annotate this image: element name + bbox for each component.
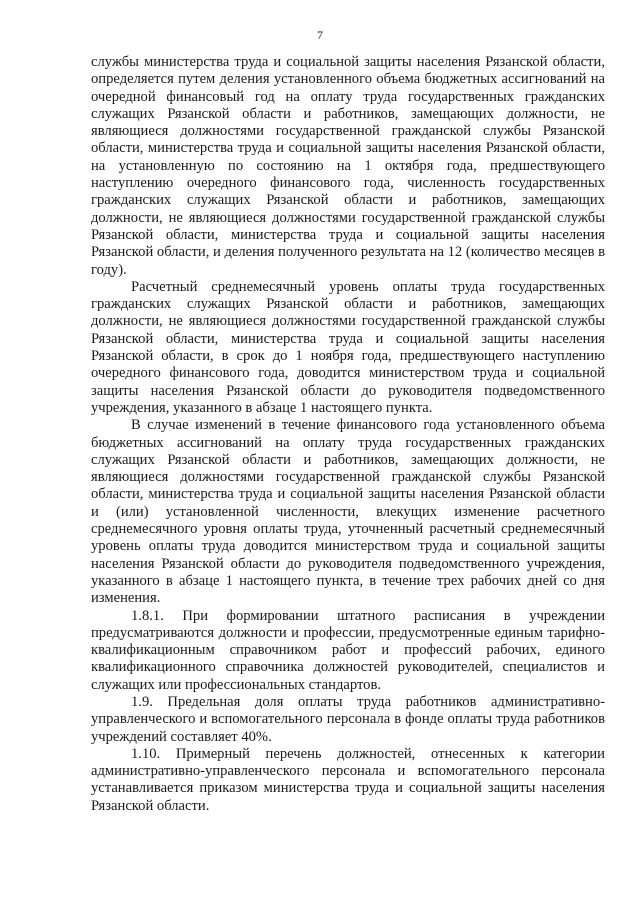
paragraph-1-9: 1.9. Предельная доля оплаты труда работников административно-управленческого и вспомогательного персонала в фонде оплаты труда работников учреждений составляет 40%.	[91, 693, 605, 745]
paragraph-estimated-salary-level: Расчетный среднемесячный уровень оплаты труда государственных гражданских служащих Рязанской области и работников, замещающих должности, не являющиеся должностями государственной гражданской службы Рязанской области, министерства труда и социальной защиты населения Рязанской области, в срок до 1 ноября года, предшествующего наступлению очередного финансового года, доводится министерством труда и социальной защиты населения Рязанской области до руководителя подведомственного учреждения, указанного в абзаце 1 настоящего пункта.	[91, 278, 605, 416]
paragraph-continuation: службы министерства труда и социальной защиты населения Рязанской области, определяется путем деления установленного объема бюджетных ассигнований на очередной финансовый год на оплату труда государственных гражданских служащих Рязанской области и работников, замещающих должности, не являющиеся должностями государственной гражданской службы Рязанской области, министерства труда и социальной защиты населения Рязанской области, на установленную по состоянию на 1 октября года, предшествующего наступлению очередного финансового года, численность государственных гражданских служащих Рязанской области и работников, замещающих должности, не являющиеся должностями государственной гражданской службы Рязанской области, министерства труда и социальной защиты населения Рязанской области, и деления полученного результата на 12 (количество месяцев в году).	[91, 54, 606, 278]
paragraph-1-8-1: 1.8.1. При формировании штатного расписания в учреждении предусматриваются должности и профессии, предусмотренные единым тарифно-квалификационным справочником работ и профессий рабочих, единого квалификационного справочника должностей руководителей, специалистов и служащих или профессиональных стандартов.	[91, 607, 605, 693]
paragraph-1-10: 1.10. Примерный перечень должностей, отнесенных к категории административно-управленческого персонала и вспомогательного персонала устанавливается приказом министерства труда и социальной защиты населения Рязанской области.	[91, 745, 605, 814]
paragraph-budget-changes: В случае изменений в течение финансового года установленного объема бюджетных ассигнований на оплату труда государственных гражданских служащих Рязанской области и работников, замещающих должности, не являющиеся должностями государственной гражданской службы Рязанской области, министерства труда и социальной защиты населения Рязанской области и (или) установленной численности, влекущих изменение расчетного среднемесячного уровня оплаты труда, уточненный расчетный среднемесячный уровень оплаты труда доводится министерством труда и социальной защиты населения Рязанской области до руководителя подведомственного учреждения, указанного в абзаце 1 настоящего пункта, в течение трех рабочих дней со дня изменения.	[91, 417, 605, 607]
document-body	[91, 54, 605, 815]
page-number: 7	[317, 28, 323, 42]
